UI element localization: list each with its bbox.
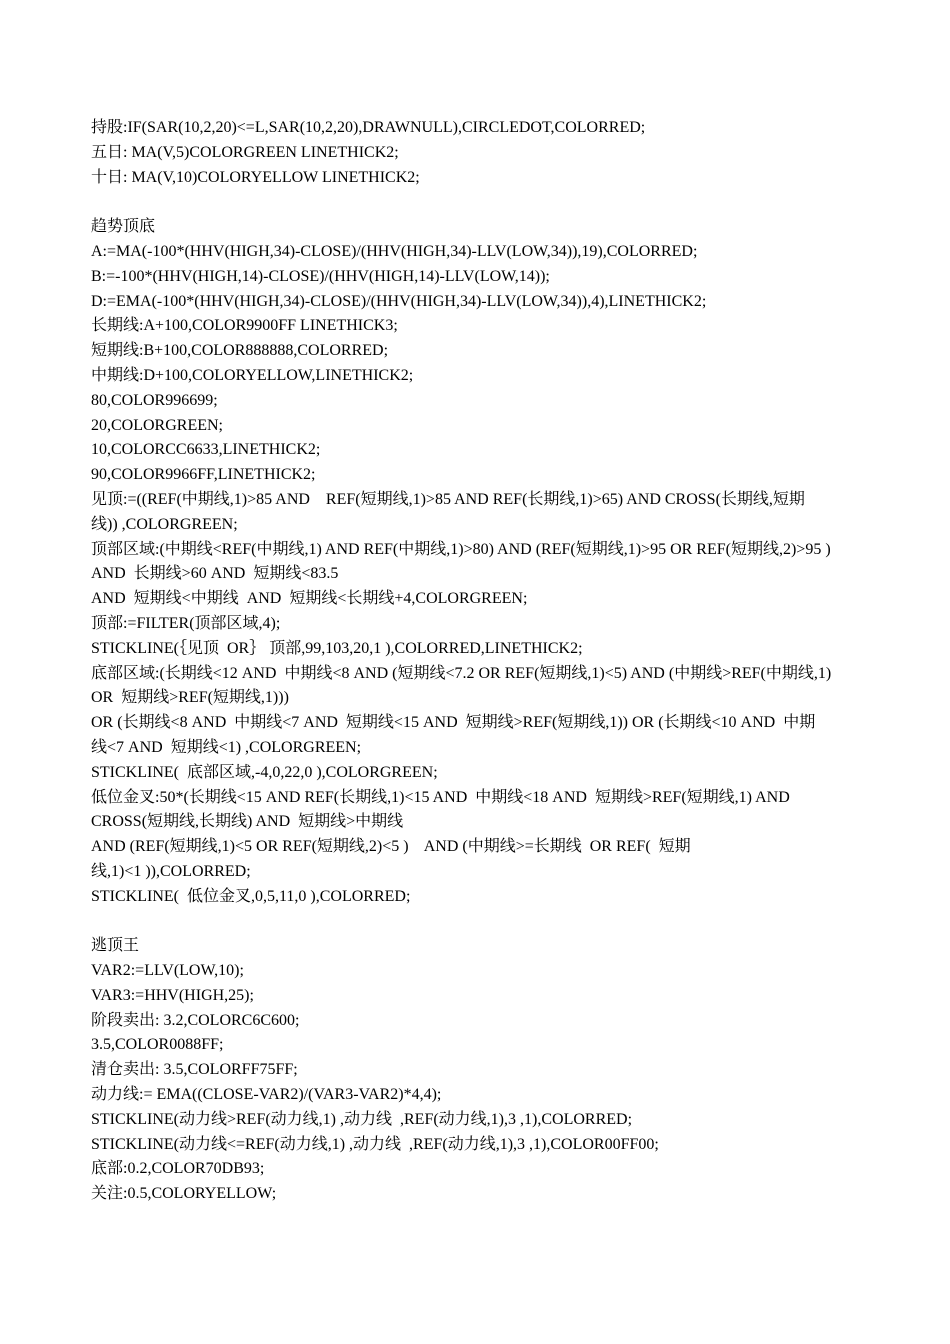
section-heading: 逃顶王 <box>91 937 140 955</box>
section-heading: 趋势顶底 <box>91 218 156 236</box>
text-line: 80,COLOR996699; <box>91 391 218 409</box>
text-line: 3.5,COLOR0088FF; <box>91 1036 224 1054</box>
text-line: AND 长期线>60 AND 短期线<83.5 <box>91 565 339 583</box>
text-line: 见顶:=((REF(中期线,1)>85 AND REF(短期线,1)>85 AND REF(长期线,1)>65) AND CROSS(长期线,短期 <box>91 490 805 508</box>
text-line: 持股:IF(SAR(10,2,20)<=L,SAR(10,2,20),DRAWNULL),CIRCLEDOT,COLORRED; <box>91 119 646 136</box>
text-line: A:=MA(-100*(HHV(HIGH,34)-CLOSE)/(HHV(HIGH,34)-LLV(LOW,34)),19),COLORRED; <box>91 242 698 260</box>
text-line: 10,COLORCC6633,LINETHICK2; <box>91 441 321 459</box>
text-line: 线<7 AND 短期线<1) ,COLORGREEN; <box>91 738 362 756</box>
text-line: 长期线:A+100,COLOR9900FF LINETHICK3; <box>91 317 398 335</box>
text-line: 十日: MA(V,10)COLORYELLOW LINETHICK2; <box>91 168 420 186</box>
text-line: AND (REF(短期线,1)<5 OR REF(短期线,2)<5 ) AND (中期线>=长期线 OR REF( 短期 <box>91 838 691 856</box>
text-line: STICKLINE( 低位金叉,0,5,11,0 ),COLORRED; <box>91 887 411 905</box>
text-line: STICKLINE(动力线<=REF(动力线,1) ,动力线 ,REF(动力线,1),3 ,1),COLOR00FF00; <box>91 1135 659 1153</box>
text-line: AND 短期线<中期线 AND 短期线<长期线+4,COLORGREEN; <box>91 590 528 608</box>
text-line: D:=EMA(-100*(HHV(HIGH,34)-CLOSE)/(HHV(HIGH,34)-LLV(LOW,34)),4),LINETHICK2; <box>91 292 707 310</box>
blank-line <box>91 910 881 935</box>
text-line: 底部:0.2,COLOR70DB93; <box>91 1160 265 1178</box>
text-line: STICKLINE( 底部区域,-4,0,22,0 ),COLORGREEN; <box>91 763 438 781</box>
text-line: 90,COLOR9966FF,LINETHICK2; <box>91 466 316 484</box>
text-line: VAR2:=LLV(LOW,10); <box>91 962 244 980</box>
text-line: 中期线:D+100,COLORYELLOW,LINETHICK2; <box>91 366 414 384</box>
text-line: STICKLINE(｛见顶 OR｝ 顶部,99,103,20,1 ),COLORRED,LINETHICK2; <box>91 639 583 657</box>
text-line: 顶部区域:(中期线<REF(中期线,1) AND REF(中期线,1)>80) AND (REF(短期线,1)>95 OR REF(短期线,2)>95 ) <box>91 540 831 558</box>
text-line: 低位金叉:50*(长期线<15 AND REF(长期线,1)<15 AND 中期线<18 AND 短期线>REF(短期线,1) AND <box>91 788 790 806</box>
text-line: 底部区域:(长期线<12 AND 中期线<8 AND (短期线<7.2 OR REF(短期线,1)<5) AND (中期线>REF(中期线,1) <box>91 664 832 682</box>
text-line: 关注:0.5,COLORYELLOW; <box>91 1185 277 1203</box>
text-line: 五日: MA(V,5)COLORGREEN LINETHICK2; <box>91 143 399 161</box>
text-line: OR (长期线<8 AND 中期线<7 AND 短期线<15 AND 短期线>REF(短期线,1)) OR (长期线<10 AND 中期 <box>91 714 816 732</box>
text-line: VAR3:=HHV(HIGH,25); <box>91 986 254 1004</box>
blank-line <box>91 190 881 215</box>
text-line: 清仓卖出: 3.5,COLORFF75FF; <box>91 1061 298 1079</box>
text-line: 线)) ,COLORGREEN; <box>91 515 238 533</box>
text-line: STICKLINE(动力线>REF(动力线,1) ,动力线 ,REF(动力线,1),3 ,1),COLORRED; <box>91 1110 633 1128</box>
text-line: 动力线:= EMA((CLOSE-VAR2)/(VAR3-VAR2)*4,4); <box>91 1086 442 1104</box>
text-line: OR 短期线>REF(短期线,1))) <box>91 689 289 707</box>
text-line: CROSS(短期线,长期线) AND 短期线>中期线 <box>91 813 404 831</box>
text-line: B:=-100*(HHV(HIGH,14)-CLOSE)/(HHV(HIGH,14)-LLV(LOW,14)); <box>91 267 550 285</box>
text-line: 短期线:B+100,COLOR888888,COLORRED; <box>91 342 389 360</box>
text-line: 线,1)<1 )),COLORRED; <box>91 862 251 880</box>
document-body <box>91 116 881 1207</box>
text-line: 顶部:=FILTER(顶部区域,4); <box>91 614 281 632</box>
text-line: 20,COLORGREEN; <box>91 416 223 434</box>
text-line: 阶段卖出: 3.2,COLORC6C600; <box>91 1011 300 1029</box>
